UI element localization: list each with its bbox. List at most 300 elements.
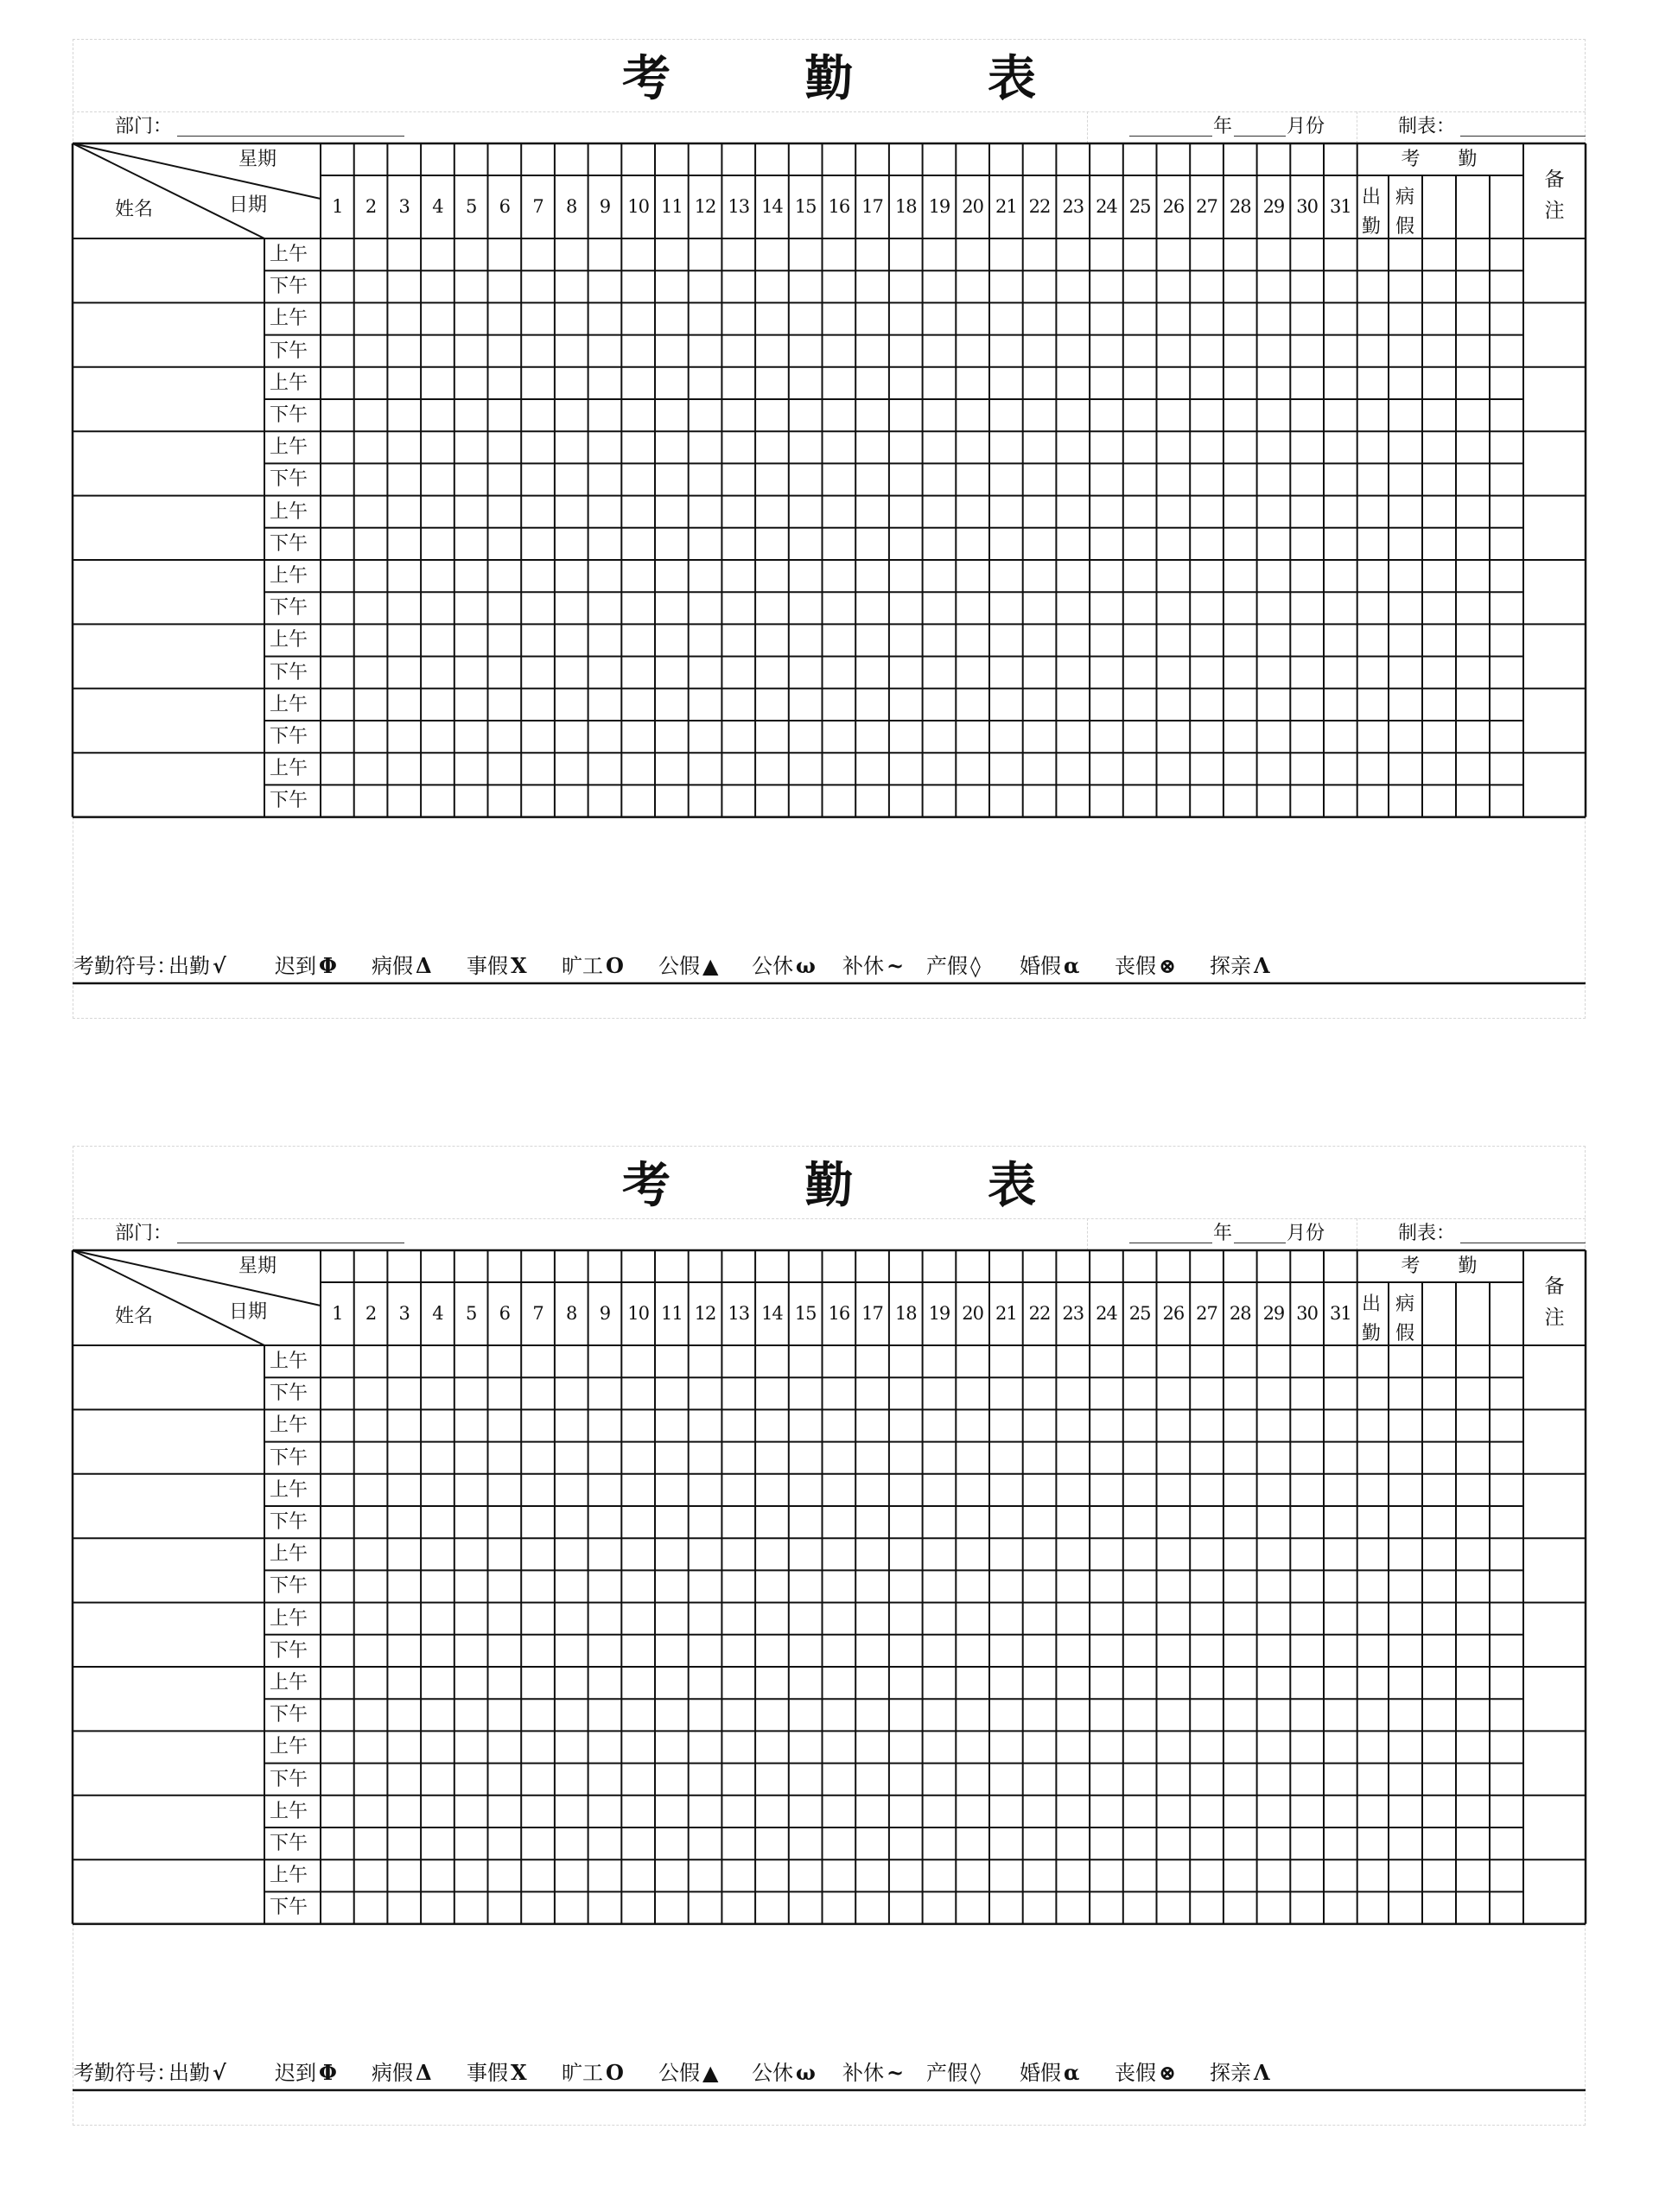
day-number: 15 — [794, 196, 817, 217]
day-number: 12 — [694, 1303, 716, 1324]
day-number: 2 — [365, 196, 377, 217]
employee-name-cell[interactable] — [74, 690, 263, 751]
employee-name-cell[interactable] — [74, 562, 263, 622]
legend-symbol-icon: ω — [796, 953, 816, 978]
employee-name-cell[interactable] — [74, 1347, 263, 1408]
attendance-sheet-2 — [0, 1107, 1659, 2144]
legend-label: 出勤 — [168, 954, 210, 978]
day-number: 29 — [1262, 1303, 1285, 1324]
weekday-cell[interactable] — [622, 145, 654, 175]
day-number: 17 — [861, 196, 883, 217]
employee-name-cell[interactable] — [74, 498, 263, 558]
period-pm-label: 下午 — [270, 1446, 308, 1469]
year-label: 年 — [1213, 116, 1233, 137]
legend-symbol-icon: ▲ — [702, 2060, 719, 2085]
remarks-cell[interactable] — [1525, 1605, 1584, 1665]
employee-name-cell[interactable] — [74, 626, 263, 686]
legend-label: 病假 — [372, 954, 413, 978]
legend-symbol-icon: ⊗ — [1159, 2060, 1177, 2085]
weekday-cell[interactable] — [690, 1252, 721, 1281]
remarks-header: 备注 — [1544, 1275, 1565, 1329]
legend-item — [562, 2060, 624, 2085]
legend-item — [926, 953, 981, 978]
legend-item — [1210, 2060, 1270, 2085]
period-am-label: 上午 — [270, 1800, 308, 1822]
period-am-label: 上午 — [270, 1865, 308, 1887]
day-number: 18 — [894, 1303, 917, 1324]
period-pm-label: 下午 — [270, 726, 308, 747]
weekday-cell[interactable] — [1325, 1252, 1357, 1281]
legend-symbol-icon: ▲ — [702, 953, 719, 978]
remarks-cell[interactable] — [1525, 369, 1584, 429]
legend-symbol-icon: ◊ — [970, 2060, 981, 2085]
weekday-cell[interactable] — [622, 1252, 654, 1281]
day-number: 30 — [1296, 1303, 1318, 1324]
date-header: 日期 — [229, 1301, 268, 1323]
day-number: 19 — [928, 1303, 950, 1324]
legend-label: 补休 — [842, 2061, 884, 2085]
weekday-cell[interactable] — [722, 1252, 754, 1281]
remarks-cell[interactable] — [1525, 304, 1584, 365]
legend-item — [275, 2060, 337, 2085]
weekday-cell[interactable] — [1057, 145, 1089, 175]
weekday-cell[interactable] — [455, 145, 487, 175]
legend-symbol-icon: O — [606, 953, 624, 978]
legend-symbol-icon: ~ — [887, 2060, 905, 2085]
period-pm-label: 下午 — [270, 532, 308, 555]
legend-label: 事假 — [467, 954, 508, 978]
remarks-cell[interactable] — [1525, 1861, 1584, 1922]
diagonal-line — [73, 143, 264, 238]
legend-item — [467, 2060, 527, 2085]
day-number: 8 — [566, 1303, 577, 1324]
date-header: 日期 — [229, 194, 268, 216]
legend-item — [1020, 2060, 1080, 2085]
day-number: 1 — [332, 196, 343, 217]
weekday-cell[interactable] — [890, 145, 922, 175]
weekday-cell[interactable] — [756, 1252, 788, 1281]
legend-label: 产假 — [926, 954, 968, 978]
remarks-cell[interactable] — [1525, 240, 1584, 301]
remarks-cell[interactable] — [1525, 562, 1584, 622]
legend-label: 出勤 — [168, 2061, 210, 2085]
period-pm-label: 下午 — [270, 661, 308, 683]
day-number: 13 — [728, 1303, 750, 1324]
weekday-cell[interactable] — [823, 145, 855, 175]
day-number: 10 — [627, 1303, 649, 1324]
sheet-title: 考 勤 表 — [622, 1158, 1095, 1214]
day-number: 23 — [1062, 196, 1084, 217]
period-am-label: 上午 — [270, 1607, 308, 1630]
prepared-by-label: 制表： — [1398, 116, 1456, 137]
period-pm-label: 下午 — [270, 1511, 308, 1533]
legend-label: 病假 — [372, 2061, 413, 2085]
employee-name-cell[interactable] — [74, 754, 263, 815]
diagonal-line — [73, 1250, 264, 1345]
legend-symbol-icon: ω — [796, 2060, 816, 2085]
period-pm-label: 下午 — [270, 1639, 308, 1662]
weekday-cell[interactable] — [321, 145, 353, 175]
weekday-cell[interactable] — [1124, 1252, 1156, 1281]
legend-item — [372, 2060, 432, 2085]
day-number: 31 — [1329, 1303, 1351, 1324]
day-number: 29 — [1262, 196, 1285, 217]
period-pm-label: 下午 — [270, 276, 308, 298]
attendance-summary-col: 病假 — [1395, 1294, 1414, 1344]
employee-name-cell[interactable] — [74, 1797, 263, 1858]
weekday-cell[interactable] — [1291, 1252, 1323, 1281]
day-number: 9 — [599, 1303, 611, 1324]
legend-item — [1210, 953, 1270, 978]
weekday-cell[interactable] — [1191, 1252, 1223, 1281]
weekday-header: 星期 — [238, 1255, 277, 1277]
legend-item — [168, 2060, 226, 2085]
legend-label: 探亲 — [1210, 2061, 1251, 2085]
weekday-cell[interactable] — [1024, 1252, 1056, 1281]
day-number: 24 — [1096, 1303, 1117, 1324]
day-number: 25 — [1128, 1303, 1151, 1324]
period-am-label: 上午 — [270, 244, 308, 265]
weekday-cell[interactable] — [321, 1252, 353, 1281]
period-pm-label: 下午 — [270, 1833, 308, 1854]
day-number: 9 — [599, 196, 611, 217]
weekday-cell[interactable] — [690, 145, 721, 175]
legend-symbol-icon: √ — [213, 2060, 226, 2085]
weekday-cell[interactable] — [422, 1252, 454, 1281]
weekday-cell[interactable] — [890, 1252, 922, 1281]
remarks-header: 备注 — [1544, 168, 1565, 222]
employee-name-cell[interactable] — [74, 1732, 263, 1793]
month-label: 月份 — [1287, 116, 1325, 137]
legend-symbol-icon: Φ — [319, 2060, 337, 2085]
weekday-cell[interactable] — [589, 1252, 621, 1281]
remarks-cell[interactable] — [1525, 433, 1584, 493]
weekday-cell[interactable] — [1191, 145, 1223, 175]
day-number: 22 — [1028, 1303, 1051, 1324]
day-number: 26 — [1162, 196, 1185, 217]
day-number: 7 — [532, 196, 543, 217]
remarks-cell[interactable] — [1525, 1411, 1584, 1471]
day-number: 12 — [694, 196, 716, 217]
period-pm-label: 下午 — [270, 790, 308, 812]
attendance-summary-header: 考 勤 — [1401, 149, 1478, 170]
weekday-cell[interactable] — [1224, 1252, 1256, 1281]
period-am-label: 上午 — [270, 372, 308, 394]
weekday-cell[interactable] — [990, 1252, 1022, 1281]
employee-name-cell[interactable] — [74, 369, 263, 429]
legend-item — [658, 953, 719, 978]
period-pm-label: 下午 — [270, 1382, 308, 1405]
legend-symbol-icon: X — [511, 2060, 527, 2085]
department-label: 部门： — [115, 1223, 173, 1244]
period-pm-label: 下午 — [270, 1575, 308, 1598]
weekday-cell[interactable] — [756, 145, 788, 175]
legend-title: 考勤符号： — [73, 2061, 177, 2085]
day-number: 18 — [894, 196, 917, 217]
weekday-cell[interactable] — [990, 145, 1022, 175]
legend-symbol-icon: ⊗ — [1159, 953, 1177, 978]
employee-name-cell[interactable] — [74, 1605, 263, 1665]
weekday-cell[interactable] — [856, 145, 888, 175]
weekday-cell[interactable] — [924, 1252, 956, 1281]
day-number: 20 — [962, 196, 983, 217]
day-number: 10 — [627, 196, 649, 217]
legend-item — [1020, 953, 1080, 978]
legend-label: 公假 — [658, 954, 700, 978]
diagonal-line — [73, 1250, 321, 1306]
legend-label: 探亲 — [1210, 954, 1251, 978]
weekday-cell[interactable] — [522, 1252, 554, 1281]
weekday-cell[interactable] — [1024, 145, 1056, 175]
weekday-cell[interactable] — [1158, 145, 1190, 175]
day-number: 2 — [365, 1303, 377, 1324]
day-number: 27 — [1196, 196, 1217, 217]
weekday-cell[interactable] — [1090, 1252, 1122, 1281]
period-pm-label: 下午 — [270, 1768, 308, 1790]
weekday-cell[interactable] — [1158, 1252, 1190, 1281]
day-number: 22 — [1028, 196, 1051, 217]
day-number: 6 — [499, 196, 511, 217]
period-am-label: 上午 — [270, 1414, 308, 1437]
period-am-label: 上午 — [270, 1478, 308, 1501]
day-number: 6 — [499, 1303, 511, 1324]
period-am-label: 上午 — [270, 1672, 308, 1694]
attendance-sheet-1 — [0, 0, 1659, 1037]
day-number: 27 — [1196, 1303, 1217, 1324]
legend-item — [1115, 953, 1177, 978]
legend-item — [926, 2060, 981, 2085]
legend-label: 迟到 — [275, 2061, 316, 2085]
legend-symbol-icon: ~ — [887, 953, 905, 978]
legend-label: 丧假 — [1115, 954, 1156, 978]
day-number: 5 — [465, 196, 477, 217]
name-header: 姓名 — [115, 1306, 154, 1327]
day-number: 28 — [1229, 196, 1251, 217]
employee-name-cell[interactable] — [74, 1411, 263, 1471]
period-am-label: 上午 — [270, 629, 308, 652]
weekday-cell[interactable] — [1057, 1252, 1089, 1281]
employee-name-cell[interactable] — [74, 304, 263, 365]
period-am-label: 上午 — [270, 308, 308, 330]
weekday-cell[interactable] — [489, 1252, 521, 1281]
day-number: 3 — [398, 1303, 410, 1324]
weekday-cell[interactable] — [1090, 145, 1122, 175]
legend-item — [168, 953, 226, 978]
day-number: 26 — [1162, 1303, 1185, 1324]
day-number: 30 — [1296, 196, 1318, 217]
month-label: 月份 — [1287, 1223, 1325, 1244]
weekday-cell[interactable] — [556, 145, 588, 175]
diagonal-line — [73, 143, 321, 199]
legend-label: 公假 — [658, 2061, 700, 2085]
day-number: 15 — [794, 1303, 817, 1324]
day-number: 17 — [861, 1303, 883, 1324]
weekday-cell[interactable] — [790, 1252, 822, 1281]
employee-name-cell[interactable] — [74, 240, 263, 301]
legend-label: 婚假 — [1020, 2061, 1061, 2085]
weekday-cell[interactable] — [388, 1252, 420, 1281]
legend-symbol-icon: α — [1064, 953, 1080, 978]
day-number: 23 — [1062, 1303, 1084, 1324]
period-pm-label: 下午 — [270, 468, 308, 491]
prepared-by-label: 制表： — [1398, 1223, 1456, 1244]
weekday-cell[interactable] — [355, 145, 387, 175]
legend-label: 旷工 — [562, 2061, 603, 2085]
day-number: 21 — [995, 1303, 1017, 1324]
weekday-header: 星期 — [238, 149, 277, 170]
day-number: 1 — [332, 1303, 343, 1324]
day-number: 21 — [995, 196, 1017, 217]
legend-label: 事假 — [467, 2061, 508, 2085]
period-am-label: 上午 — [270, 1543, 308, 1566]
legend-symbol-icon: Λ — [1254, 953, 1270, 978]
employee-name-cell[interactable] — [74, 1476, 263, 1536]
weekday-cell[interactable] — [957, 145, 988, 175]
sheet-title: 考 勤 表 — [622, 51, 1095, 107]
legend-item — [562, 953, 624, 978]
period-am-label: 上午 — [270, 758, 308, 780]
legend-symbol-icon: Λ — [1254, 2060, 1270, 2085]
remarks-cell[interactable] — [1525, 1669, 1584, 1729]
day-number: 11 — [660, 1303, 683, 1324]
period-pm-label: 下午 — [270, 1704, 308, 1726]
legend-symbol-icon: Δ — [416, 2060, 432, 2085]
weekday-cell[interactable] — [1325, 145, 1357, 175]
day-number: 25 — [1128, 196, 1151, 217]
employee-name-cell[interactable] — [74, 1540, 263, 1600]
period-am-label: 上午 — [270, 1351, 308, 1372]
day-number: 31 — [1329, 196, 1351, 217]
remarks-cell[interactable] — [1525, 1540, 1584, 1600]
legend-label: 产假 — [926, 2061, 968, 2085]
weekday-cell[interactable] — [388, 145, 420, 175]
legend-item — [275, 953, 337, 978]
weekday-cell[interactable] — [722, 145, 754, 175]
attendance-summary-col: 出勤 — [1361, 187, 1381, 238]
day-number: 3 — [398, 196, 410, 217]
weekday-cell[interactable] — [656, 145, 688, 175]
legend-label: 婚假 — [1020, 954, 1061, 978]
day-number: 16 — [828, 1303, 850, 1324]
weekday-cell[interactable] — [556, 1252, 588, 1281]
legend-label: 迟到 — [275, 954, 316, 978]
attendance-summary-col: 出勤 — [1361, 1294, 1381, 1344]
legend-symbol-icon: √ — [213, 953, 226, 978]
legend-symbol-icon: ◊ — [970, 953, 981, 978]
day-number: 7 — [532, 1303, 543, 1324]
weekday-cell[interactable] — [522, 145, 554, 175]
legend-label: 旷工 — [562, 954, 603, 978]
weekday-cell[interactable] — [924, 145, 956, 175]
legend-title: 考勤符号： — [73, 954, 177, 978]
period-pm-label: 下午 — [270, 340, 308, 362]
legend-symbol-icon: X — [511, 953, 527, 978]
legend-label: 丧假 — [1115, 2061, 1156, 2085]
weekday-cell[interactable] — [1124, 145, 1156, 175]
period-am-label: 上午 — [270, 500, 308, 523]
remarks-cell[interactable] — [1525, 754, 1584, 815]
period-am-label: 上午 — [270, 565, 308, 587]
remarks-cell[interactable] — [1525, 626, 1584, 686]
day-number: 5 — [465, 1303, 477, 1324]
day-number: 13 — [728, 196, 750, 217]
year-label: 年 — [1213, 1223, 1233, 1244]
day-number: 8 — [566, 196, 577, 217]
period-pm-label: 下午 — [270, 597, 308, 620]
legend-item — [372, 953, 432, 978]
attendance-summary-header: 考 勤 — [1401, 1255, 1478, 1277]
day-number: 4 — [432, 1303, 443, 1324]
weekday-cell[interactable] — [1258, 1252, 1290, 1281]
day-number: 20 — [962, 1303, 983, 1324]
day-number: 24 — [1096, 196, 1117, 217]
employee-name-cell[interactable] — [74, 1861, 263, 1922]
weekday-cell[interactable] — [656, 1252, 688, 1281]
name-header: 姓名 — [115, 199, 154, 220]
weekday-cell[interactable] — [422, 145, 454, 175]
weekday-cell[interactable] — [589, 145, 621, 175]
weekday-cell[interactable] — [790, 145, 822, 175]
remarks-cell[interactable] — [1525, 1347, 1584, 1408]
remarks-cell[interactable] — [1525, 1797, 1584, 1858]
day-number: 16 — [828, 196, 850, 217]
day-number: 11 — [660, 196, 683, 217]
period-am-label: 上午 — [270, 436, 308, 459]
legend-symbol-icon: O — [606, 2060, 624, 2085]
legend-item — [842, 2060, 905, 2085]
legend-label: 公休 — [752, 2061, 793, 2085]
period-am-label: 上午 — [270, 693, 308, 715]
legend-symbol-icon: Δ — [416, 953, 432, 978]
legend-item — [658, 2060, 719, 2085]
weekday-cell[interactable] — [1224, 145, 1256, 175]
legend-symbol-icon: α — [1064, 2060, 1080, 2085]
day-number: 14 — [761, 196, 783, 217]
remarks-cell[interactable] — [1525, 1732, 1584, 1793]
weekday-cell[interactable] — [957, 1252, 988, 1281]
weekday-cell[interactable] — [856, 1252, 888, 1281]
period-pm-label: 下午 — [270, 1897, 308, 1919]
weekday-cell[interactable] — [489, 145, 521, 175]
period-pm-label: 下午 — [270, 404, 308, 426]
department-label: 部门： — [115, 116, 173, 137]
weekday-cell[interactable] — [355, 1252, 387, 1281]
legend-item — [842, 953, 905, 978]
day-number: 4 — [432, 196, 443, 217]
legend-item — [1115, 2060, 1177, 2085]
legend-item — [467, 953, 527, 978]
weekday-cell[interactable] — [455, 1252, 487, 1281]
legend-label: 补休 — [842, 954, 884, 978]
day-number: 28 — [1229, 1303, 1251, 1324]
day-number: 14 — [761, 1303, 783, 1324]
attendance-summary-col: 病假 — [1395, 187, 1414, 238]
period-am-label: 上午 — [270, 1736, 308, 1758]
legend-label: 公休 — [752, 954, 793, 978]
legend-item — [752, 953, 816, 978]
weekday-cell[interactable] — [823, 1252, 855, 1281]
employee-name-cell[interactable] — [74, 1669, 263, 1729]
day-number: 19 — [928, 196, 950, 217]
remarks-cell[interactable] — [1525, 690, 1584, 751]
weekday-cell[interactable] — [1258, 145, 1290, 175]
remarks-cell[interactable] — [1525, 1476, 1584, 1536]
legend-item — [752, 2060, 816, 2085]
remarks-cell[interactable] — [1525, 498, 1584, 558]
legend-symbol-icon: Φ — [319, 953, 337, 978]
employee-name-cell[interactable] — [74, 433, 263, 493]
weekday-cell[interactable] — [1291, 145, 1323, 175]
